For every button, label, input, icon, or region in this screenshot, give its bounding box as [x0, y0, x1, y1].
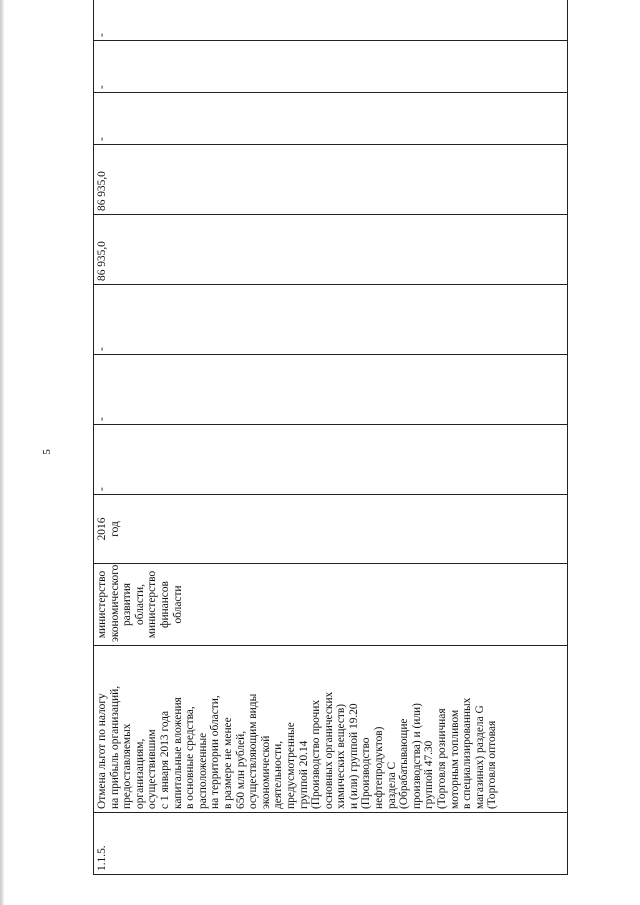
description-line: расположенные: [196, 732, 209, 809]
description-line: деятельности,: [272, 740, 285, 809]
description-line: (Торговля розничная: [436, 708, 449, 809]
scan-edge: [0, 0, 4, 905]
description-line: раздела С: [385, 761, 398, 809]
value-cell: 86 935,0: [94, 145, 568, 215]
description-line: моторным топливом: [448, 709, 461, 809]
description-line: предусмотренные: [284, 722, 297, 809]
responsible-line: министерство: [96, 570, 108, 639]
value-cell: -: [94, 0, 568, 41]
value-cell: -: [94, 355, 568, 425]
value-cell: -: [94, 41, 568, 93]
description-line: на территории области,: [209, 695, 222, 809]
description-line: (Торговля оптовая: [486, 720, 499, 809]
description-line: (Производство прочих: [310, 699, 323, 809]
description-line: экономической: [259, 735, 272, 809]
description-line: группой 20.14: [297, 740, 310, 809]
row-description: [94, 646, 568, 813]
description-line: предоставляемых: [121, 723, 134, 809]
description-line: капитальные вложения: [171, 697, 184, 809]
responsible-line: области: [171, 585, 184, 624]
value-cell: -: [94, 285, 568, 355]
rotated-table-wrapper: [93, 30, 568, 875]
description-line: организациям,: [133, 738, 146, 809]
description-line: на прибыль организаций,: [108, 685, 121, 809]
table-row: [94, 0, 568, 875]
description-line: и (или) группой 19.20: [347, 703, 360, 809]
description-line: производства) и (или): [410, 703, 423, 809]
measures-table: [93, 0, 568, 875]
description-line: химических веществ): [335, 703, 348, 809]
description-line: в основные средства,: [184, 706, 197, 809]
responsible-line: финансов: [158, 581, 171, 628]
responsible-line: развития: [121, 582, 134, 627]
description-line: (Производство: [360, 737, 373, 809]
value-cell: -: [94, 425, 568, 495]
value-cell: -: [94, 93, 568, 145]
page-number: 5: [40, 449, 53, 455]
description-line: группой 47.30: [423, 740, 436, 809]
description-line: нефтепродуктов): [373, 726, 386, 809]
description-line: осуществляющим виды: [247, 693, 260, 809]
description-line: в размере не менее: [221, 717, 234, 809]
description-line: Отмена льгот по налогу: [96, 693, 108, 809]
value-cell: 86 935,0: [94, 215, 568, 285]
implementation-year: [94, 495, 568, 564]
description-line: основных органических: [322, 691, 335, 809]
description-line: магазинах) раздела G: [473, 705, 486, 809]
description-line: с 1 января 2013 года: [158, 710, 171, 809]
description-line: осуществившим: [146, 729, 159, 809]
description-line: в специализированных: [461, 697, 474, 809]
responsible-line: министерство: [146, 570, 159, 639]
year-line: 2016: [96, 517, 108, 541]
description-line: (Обрабатывающие: [398, 718, 411, 809]
description-line: 650 млн рублей,: [234, 730, 247, 809]
responsible-authority: [94, 564, 568, 646]
row-number: 1.1.5.: [94, 813, 568, 875]
responsible-line: области,: [133, 584, 146, 625]
year-line: год: [108, 521, 121, 537]
responsible-line: экономического: [108, 564, 121, 642]
